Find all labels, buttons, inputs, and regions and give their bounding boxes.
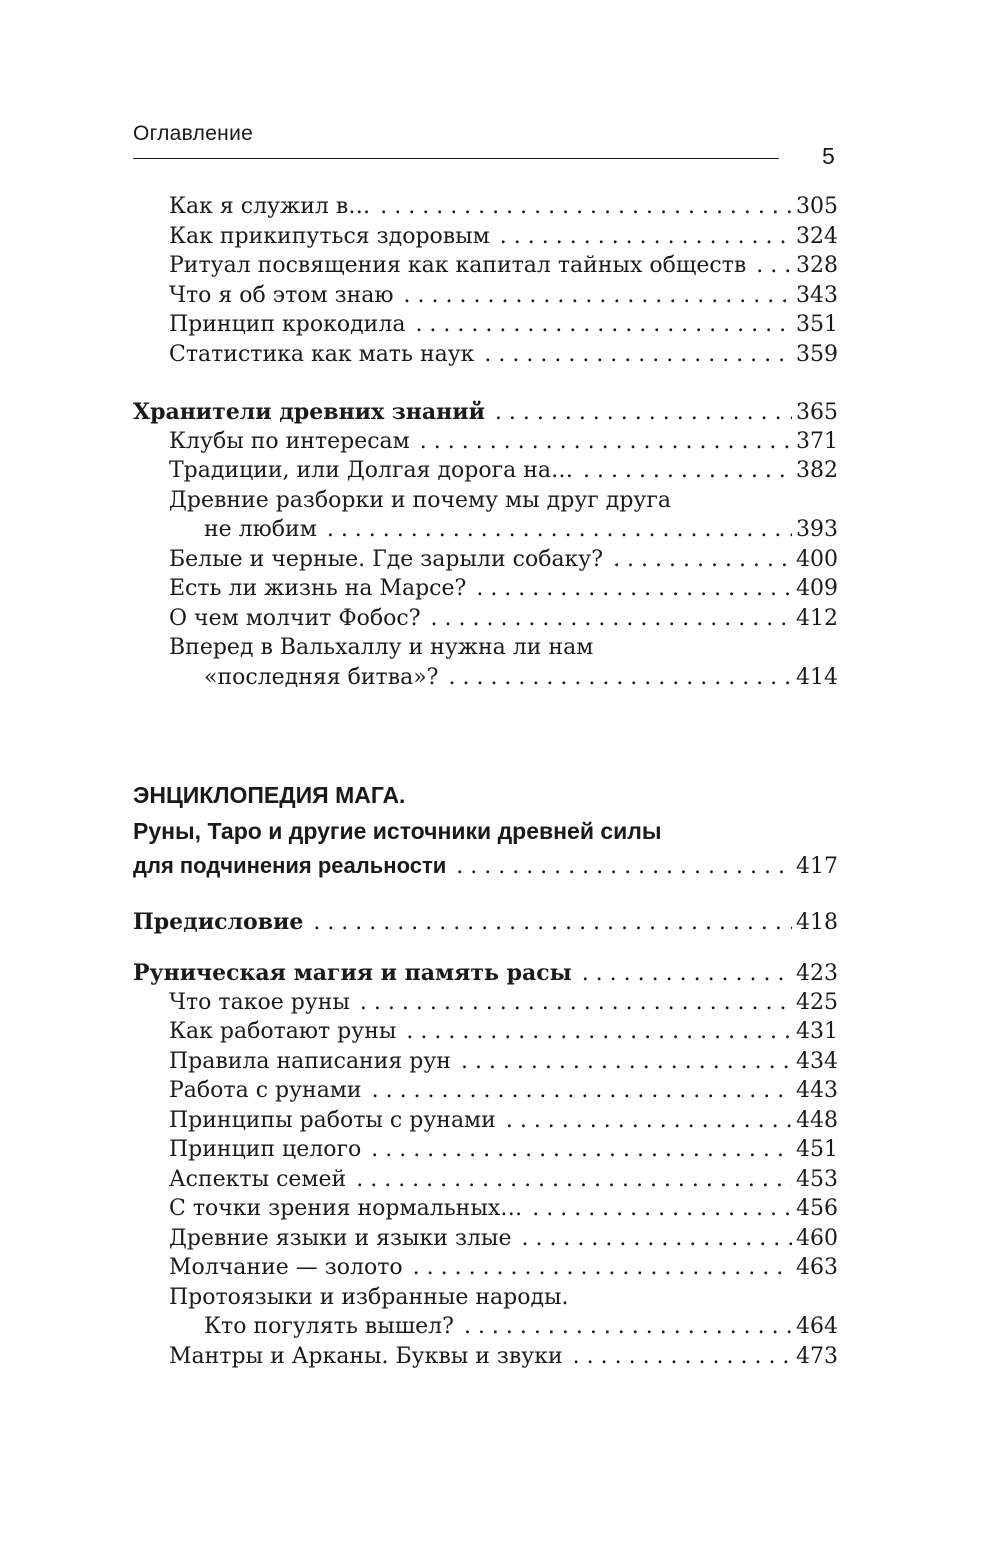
book-title-entry[interactable] [133,850,838,882]
toc-entry-page: 400 [796,547,838,572]
toc-entry-page: 451 [796,1137,838,1162]
toc-entry[interactable] [169,1342,838,1372]
toc-entry[interactable] [169,1224,838,1254]
dot-leader [495,398,792,428]
toc-entry-page: 453 [796,1167,838,1192]
toc-chapter-page: 365 [796,400,838,425]
toc-entry[interactable] [169,427,838,457]
toc-entry-page: 464 [796,1314,838,1339]
toc-entry-title: С точки зрения нормальных… [169,1196,523,1221]
dot-leader [613,545,792,575]
dot-leader [406,1017,792,1047]
toc-chapter[interactable] [133,907,838,937]
toc-entry-title: Есть ли жизнь на Марсе? [169,576,467,601]
page-number: 5 [822,143,835,169]
toc-entry-title: Работа с рунами [169,1078,362,1103]
dot-leader [583,456,792,486]
toc-entry[interactable] [204,515,838,545]
toc-entry-title: Как работают руны [169,1019,397,1044]
toc-entry-title: Что я об этом знаю [169,283,394,308]
toc-entry[interactable] [169,456,838,486]
header-rule [133,158,779,159]
dot-leader [313,908,792,938]
toc-entry[interactable] [169,1194,838,1224]
toc-entry-page: 443 [796,1078,838,1103]
dot-leader [573,1342,792,1372]
dot-leader [500,222,792,252]
toc-entry-title-line1[interactable]: Протоязыки и избранные народы. [169,1285,569,1310]
toc-entry-title: Молчание — золото [169,1255,403,1280]
dot-leader [420,427,792,457]
toc-entry-page: 463 [796,1255,838,1280]
toc-entry[interactable] [169,1253,838,1283]
toc-entry[interactable] [169,604,838,634]
toc-entry-title: Ритуал посвящения как капитал тайных обществ [169,253,747,278]
toc-entry-title-line2: не любим [204,517,317,542]
toc-entry-page: 456 [796,1196,838,1221]
toc-entry-title: Традиции, или Долгая дорога на… [169,458,573,483]
dot-leader [415,310,792,340]
toc-chapter-page: 423 [796,961,838,986]
toc-entry-page: 448 [796,1108,838,1133]
toc-entry[interactable] [169,1106,838,1136]
book-title-page: 417 [796,854,838,879]
toc-entry-title: Принцип целого [169,1137,362,1162]
book-title-line1[interactable]: ЭНЦИКЛОПЕДИЯ МАГА. [133,782,406,808]
dot-leader [461,1047,792,1077]
toc-entry-page: 305 [796,194,838,219]
dot-leader [360,988,792,1018]
dot-leader [372,1076,792,1106]
toc-entry-title: О чем молчит Фобос? [169,606,421,631]
toc-entry[interactable] [169,251,838,281]
toc-entry-page: 324 [796,224,838,249]
toc-entry[interactable] [204,663,838,693]
dot-leader [506,1106,792,1136]
toc-entry-title: Клубы по интересам [169,429,410,454]
dot-leader [448,663,792,693]
toc-entry-page: 343 [796,283,838,308]
toc-entry-title: Белые и черные. Где зарыли собаку? [169,547,604,572]
toc-entry-title: Что такое руны [169,990,350,1015]
toc-entry[interactable] [204,1312,838,1342]
toc-entry-title-line2: Кто погулять вышел? [204,1314,454,1339]
toc-entry-page: 460 [796,1226,838,1251]
toc-entry[interactable] [169,340,838,370]
toc-chapter-title: Предисловие [133,909,304,935]
toc-entry-page: 351 [796,312,838,337]
toc-entry[interactable] [169,574,838,604]
toc-entry[interactable] [169,281,838,311]
dot-leader [371,1135,792,1165]
toc-entry-title: Как прикипуться здоровым [169,224,490,249]
toc-entry-page: 328 [796,253,838,278]
toc-entry-title: Статистика как мать наук [169,342,475,367]
toc-entry-title: Мантры и Арканы. Буквы и звуки [169,1344,563,1369]
dot-leader [404,281,792,311]
toc-entry[interactable] [169,545,838,575]
toc-entry-page: 434 [796,1049,838,1074]
toc-entry-title: Как я служил в… [169,194,371,219]
toc-entry-page: 393 [796,517,838,542]
dot-leader [582,959,792,989]
toc-entry[interactable] [169,988,838,1018]
toc-entry[interactable] [169,1165,838,1195]
toc-entry-title-line1[interactable]: Вперед в Вальхаллу и нужна ли нам [169,635,594,660]
dot-leader [484,340,792,370]
toc-entry-page: 371 [796,429,838,454]
toc-entry-page: 409 [796,576,838,601]
dot-leader [431,604,792,634]
dot-leader [756,251,792,281]
toc-entry[interactable] [169,222,838,252]
dot-leader [380,192,792,222]
toc-chapter[interactable] [133,958,838,988]
toc-entry-page: 414 [796,665,838,690]
toc-entry-page: 359 [796,342,838,367]
dot-leader [456,851,792,883]
running-head: Оглавление [133,122,254,145]
toc-entry-title: Правила написания рун [169,1049,451,1074]
toc-entry[interactable] [169,1135,838,1165]
dot-leader [464,1312,792,1342]
toc-entry-title: Аспекты семей [169,1167,347,1192]
dot-leader [327,515,792,545]
toc-entry-page: 425 [796,990,838,1015]
toc-entry-title: Древние языки и языки злые [169,1226,512,1251]
toc-entry-title: Принцип крокодила [169,312,406,337]
toc-entry-page: 382 [796,458,838,483]
toc-entry-page: 473 [796,1344,838,1369]
toc-chapter-title: Хранители древних знаний [133,399,485,425]
toc-entry-page: 431 [796,1019,838,1044]
toc-entry[interactable] [169,1047,838,1077]
toc-entry[interactable] [169,1076,838,1106]
toc-entry[interactable] [169,1017,838,1047]
toc-entry-title-line1[interactable]: Древние разборки и почему мы друг друга [169,488,671,513]
toc-entry-title: Принципы работы с рунами [169,1108,496,1133]
book-title-line3: для подчинения реальности [133,853,447,878]
toc-chapter-page: 418 [796,910,838,935]
dot-leader [532,1194,792,1224]
toc-chapter-title: Руническая магия и память расы [133,960,572,986]
toc-entry[interactable] [169,310,838,340]
toc-entry[interactable] [169,192,838,222]
dot-leader [413,1253,792,1283]
dot-leader [476,574,792,604]
toc-chapter[interactable] [133,397,838,427]
dot-leader [521,1224,792,1254]
dot-leader [356,1165,792,1195]
toc-entry-page: 412 [796,606,838,631]
book-title-line2[interactable]: Руны, Таро и другие источники древней силы [133,818,662,844]
toc-entry-title-line2: «последняя битва»? [204,665,439,690]
